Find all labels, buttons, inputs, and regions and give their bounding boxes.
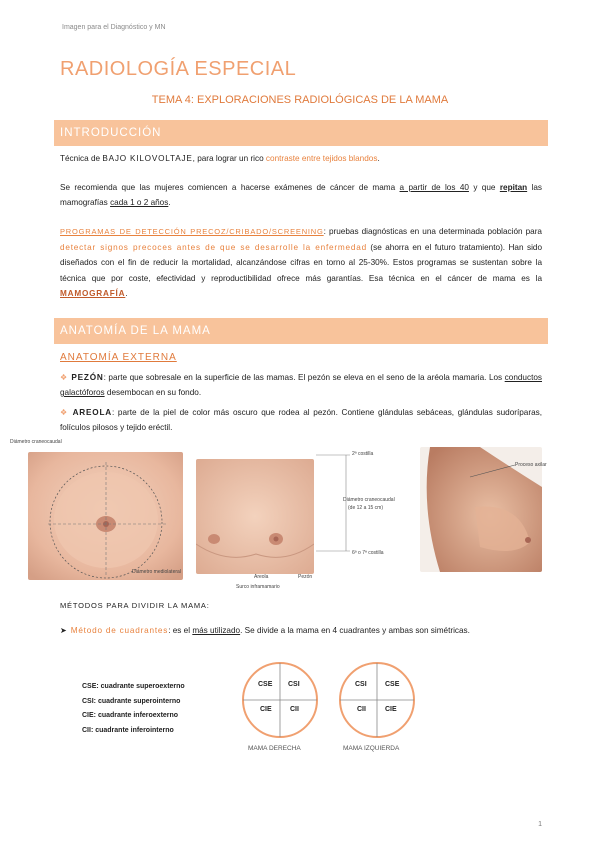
quadrant-circle-right	[240, 660, 320, 740]
quadrant-label: CIE	[260, 706, 272, 713]
breast-photo-side	[196, 459, 314, 574]
page-number: 1	[538, 821, 542, 828]
quadrant-label: CSE	[258, 681, 273, 688]
quadrant-legend	[82, 680, 185, 738]
legend-item: CSI: cuadrante superointerno	[82, 697, 181, 705]
label-diametro-range: (de 12 a 15 cm)	[348, 505, 384, 511]
quadrant-label: CSI	[288, 681, 300, 688]
quadrant-label: CII	[290, 706, 299, 713]
bullet-areola: ❖ AREOLA: parte de la piel de color más oscuro que rodea al pezón. Contiene glándulas sebáceas, glándulas sudoríparas, folículos pilosos y tejido eréctil.	[60, 408, 543, 432]
rib-bracket-lines	[316, 453, 361, 557]
header-note: Imagen para el Diagnóstico y MN	[62, 24, 166, 31]
diagram-mama-izquierda	[337, 660, 417, 760]
page-subtitle: TEMA 4: EXPLORACIONES RADIOLÓGICAS DE LA MAMA	[151, 94, 449, 106]
label-surco-inframamario: Surco inframamario	[236, 584, 280, 590]
label-diametro-craneocaudal-2: Diámetro craneocaudal	[343, 497, 395, 503]
methods-heading: MÉTODOS PARA DIVIDIR LA MAMA:	[60, 601, 210, 610]
diagram-mama-derecha	[240, 660, 320, 760]
quadrant-label: CSI	[355, 681, 367, 688]
quadrant-label: CIE	[385, 706, 397, 713]
quadrant-label: CII	[357, 706, 366, 713]
breast-photo-front	[28, 452, 183, 580]
label-proceso-axilar: Proceso axilar	[515, 462, 547, 468]
caption-mama-izquierda: MAMA IZQUIERDA	[343, 745, 400, 752]
subheading-anatomia-externa: ANATOMÍA EXTERNA	[60, 352, 177, 363]
legend-item: CII: cuadrante inferointerno	[82, 726, 174, 734]
label-diametro-craneocaudal: Diámetro craneocaudal	[10, 439, 62, 445]
diamond-bullet-icon: ❖	[60, 373, 68, 382]
label-2a-costilla: 2ª costilla	[352, 451, 374, 457]
method-cuadrantes: ➤ Método de cuadrantes: es el más utilizado. Se divide a la mama en 4 cuadrantes y ambas son simétricas.	[60, 626, 470, 635]
page-title: RADIOLOGÍA ESPECIAL	[60, 58, 297, 80]
label-pezon: Pezón	[298, 574, 313, 580]
section-band-anatomia: ANATOMÍA DE LA MAMA	[54, 318, 548, 344]
intro-paragraph-2: Se recomienda que las mujeres comiencen a hacerse exámenes de cáncer de mama a partir de los 40 y que repitan las mamografías cada 1 o 2 años.	[60, 183, 542, 207]
diamond-bullet-icon: ❖	[60, 408, 69, 417]
quadrant-circle-left	[337, 660, 417, 740]
arrow-bullet-icon: ➤	[60, 626, 67, 635]
legend-item: CIE: cuadrante inferoexterno	[82, 712, 179, 719]
bullet-pezon: ❖ PEZÓN: parte que sobresale en la superficie de las mamas. El pezón se eleva en el seno de la aréola mamaria. Los conductos galactóforos desembocan en su fondo.	[60, 373, 542, 397]
label-6a-costilla: 6ª o 7ª costilla	[352, 550, 384, 556]
caption-mama-derecha: MAMA DERECHA	[248, 745, 301, 752]
intro-paragraph-1: Técnica de BAJO KILOVOLTAJE, para lograr un rico contraste entre tejidos blandos.	[60, 154, 380, 163]
intro-paragraph-3: PROGRAMAS DE DETECCIÓN PRECOZ/CRIBADO/SCREENING: pruebas diagnósticas en una determinada población para detectar signos precoces antes de que se desarrolle la enfermedad (se ahorra en el futuro tratamiento). Han sido diseñados con el fin de reducir la mortalidad, alcanzándose cifras en torno al 25-30%. Estos programas se sustentan sobre la técnica que por coste, efectividad y reproductibilidad ofrece más garantías. Esa técnica en el cáncer de mama es la MAMOGRAFÍA.	[60, 227, 542, 298]
label-diametro-mediolateral: Diámetro mediolateral	[132, 569, 181, 575]
quadrant-label: CSE	[385, 681, 400, 688]
label-areola: Areola	[254, 574, 269, 580]
breast-anatomy-figure	[10, 437, 550, 597]
section-band-introduccion: INTRODUCCIÓN	[54, 120, 548, 146]
legend-item: CSE: cuadrante superoexterno	[82, 683, 185, 690]
